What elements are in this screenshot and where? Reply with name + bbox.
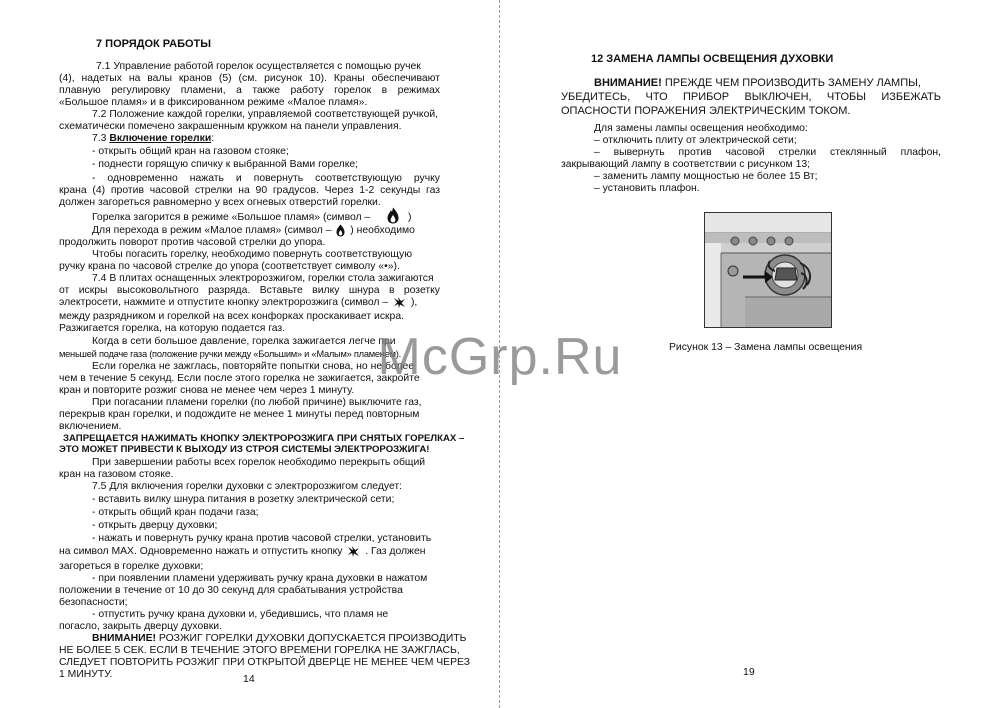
warning-line: ЭТО МОЖЕТ ПРИВЕСТИ К ВЫХОДУ ИЗ СТРОЯ СИСТЕМЫ ЭЛЕКТРОРОЗЖИГА!: [59, 444, 430, 455]
subsection-colon: :: [211, 133, 215, 144]
text-line: НЕ БОЛЕЕ 5 СЕК. ЕСЛИ В ТЕЧЕНИЕ ЭТОГО ВРЕМЕНИ ГОРЕЛКА НЕ ЗАЖГЛАСЬ,: [59, 645, 460, 656]
text-span: РОЗЖИГ ГОРЕЛКИ ДУХОВКИ ДОПУСКАЕТСЯ ПРОИЗВОДИТЬ: [156, 633, 467, 644]
text-span: . Газ должен: [365, 546, 426, 557]
text-line: кран и повторите розжиг снова не менее чем через 1 минуту.: [59, 385, 355, 396]
warning-line: УБЕДИТЕСЬ, ЧТО ПРИБОР ВЫКЛЮЧЕН, ЧТОБЫ ИЗБЕЖАТЬ: [561, 91, 941, 103]
list-item: - нажать и повернуть ручку крана против часовой стрелки, установить: [92, 533, 432, 544]
list-item: - вставить вилку шнура питания в розетку электрической сети;: [92, 494, 395, 505]
text-span: Для перехода в режим «Малое пламя» (символ –: [92, 225, 332, 236]
small-flame-icon: [336, 224, 345, 242]
text-line: крана (4) против часовой стрелки на 90 градусов. Через 1-2 секунды газ: [59, 185, 440, 196]
list-item: - открыть общий кран подачи газа;: [92, 507, 259, 518]
text-span: на символ МАХ. Одновременно нажать и отпустить кнопку: [59, 546, 343, 557]
text-line: продолжить поворот против часовой стрелки до упора.: [59, 237, 326, 248]
text-line: положении в течение от 10 до 30 секунд для срабатывания устройства: [59, 585, 403, 596]
list-item: – вывернуть против часовой стрелки стеклянный плафон,: [594, 147, 941, 158]
right-page: [502, 0, 1000, 708]
figure-caption: Рисунок 13 – Замена лампы освещения: [669, 342, 863, 353]
text-line: Разжигается горелка, на которую подается газ.: [59, 323, 286, 334]
text-line: между разрядником и горелкой на всех конфорках проскакивает искра.: [59, 311, 405, 322]
attention-line: [92, 633, 466, 645]
text-line: «Большое пламя» и в фиксированном режиме «Малое пламя».: [59, 97, 368, 108]
text-line: При завершении работы всех горелок необходимо перекрыть общий: [92, 457, 426, 468]
watermark: McGrp.Ru: [377, 328, 623, 386]
list-item: - открыть общий кран на газовом стояке;: [92, 146, 289, 157]
subsection-7-3-title: [92, 133, 214, 145]
text-line: 7.5 Для включения горелки духовки с электророзжигом следует:: [92, 481, 403, 492]
page-divider: [499, 0, 500, 708]
text-line: от искры высоковольтного разряда. Вставьте вилку шнура в розетку: [59, 285, 440, 296]
text-line: меньшей подаче газа (положение ручки между «Большим» и «Малым» пламенем).: [59, 349, 401, 359]
text-line: должен загореться равномерно у всех огневых отверстий горелки.: [59, 197, 381, 208]
text-line: Для замены лампы освещения необходимо:: [594, 123, 808, 134]
section-7-heading: 7 ПОРЯДОК РАБОТЫ: [96, 38, 212, 50]
list-item: - открыть дверцу духовки;: [92, 520, 218, 531]
text-line: плавную регулировку пламени, а также работу горелок в режимах: [59, 85, 440, 96]
text-span: Горелка загорится в режиме «Большое пламя» (символ –: [92, 212, 371, 223]
text-span: ПРЕЖДЕ ЧЕМ ПРОИЗВОДИТЬ ЗАМЕНУ ЛАМПЫ,: [661, 77, 921, 89]
text-line: 1 МИНУТУ.: [59, 669, 113, 680]
subsection-number: 7.3: [92, 133, 110, 144]
text-line: погасло, закрыть дверцу духовки.: [59, 621, 222, 632]
subsection-title: Включение горелки: [109, 133, 212, 144]
text-line: 7.4 В плитах оснащенных электророзжигом, горелки стола зажигаются: [92, 273, 434, 284]
text-line: кран на газовом стояке.: [59, 469, 174, 480]
text-span: электросети, нажмите и отпустите кнопку электророзжига (символ –: [59, 297, 389, 308]
text-line: перекрыв кран горелки, и подождите не менее 1 минуты перед повторным: [59, 409, 420, 420]
attention-label: ВНИМАНИЕ!: [594, 77, 662, 89]
text-line: Если горелка не зажглась, повторяйте попытки снова, но не более: [92, 361, 415, 372]
text-line: загореться в горелке духовки;: [59, 561, 204, 572]
text-span: ): [408, 212, 412, 223]
list-item: – установить плафон.: [594, 183, 700, 194]
list-item: – отключить плиту от электрической сети;: [594, 135, 797, 146]
warning-line: ЗАПРЕЩАЕТСЯ НАЖИМАТЬ КНОПКУ ЭЛЕКТРОРОЗЖИГА ПРИ СНЯТЫХ ГОРЕЛКАХ –: [63, 433, 465, 444]
text-line: 7.2 Положение каждой горелки, управляемой соответствующей ручкой,: [92, 109, 439, 120]
text-line: Чтобы погасить горелку, необходимо повернуть соответствующую: [92, 249, 412, 260]
list-item: - отпустить ручку крана духовки и, убедившись, что пламя не: [92, 609, 389, 620]
text-line: 7.1 Управление работой горелок осуществляется с помощью ручек: [96, 61, 421, 72]
text-line: включением.: [59, 421, 122, 432]
section-12-heading: 12 ЗАМЕНА ЛАМПЫ ОСВЕЩЕНИЯ ДУХОВКИ: [591, 53, 834, 65]
text-span: ),: [410, 297, 418, 308]
list-item: - одновременно нажать и повернуть соответствующую ручку: [92, 173, 440, 184]
text-line: (4), надетых на валы кранов (5) (см. рисунок 10). Краны обеспечивают: [59, 73, 440, 84]
list-item: – заменить лампу мощностью не более 15 Вт;: [594, 171, 818, 182]
list-item: - поднести горящую спичку к выбранной Вами горелке;: [92, 159, 359, 170]
left-page: [0, 0, 498, 708]
attention-line: [594, 77, 921, 90]
attention-label: ВНИМАНИЕ!: [92, 633, 156, 644]
text-line: закрывающий лампу в соответствии с рисунком 13;: [561, 159, 811, 170]
lamp-replacement-figure: [704, 212, 832, 328]
spark-icon: [347, 545, 360, 564]
text-line: СЛЕДУЕТ ПОВТОРИТЬ РОЗЖИГ ПРИ ОТКРЫТОЙ ДВЕРЦЕ НЕ МЕНЕЕ ЧЕМ ЧЕРЕЗ: [59, 657, 470, 668]
page-number: 14: [243, 673, 255, 685]
text-line: чем в течение 5 секунд. Если после этого горелка не зажигается, закройте: [59, 373, 420, 384]
text-line: При погасании пламени горелки (по любой причине) выключите газ,: [92, 397, 422, 408]
warning-line: ОПАСНОСТИ ПОРАЖЕНИЯ ЭЛЕКТРИЧЕСКИМ ТОКОМ.: [561, 105, 851, 117]
text-line: безопасности;: [59, 597, 128, 608]
text-line: схематически помечено закрашенным кружком на панели управления.: [59, 121, 402, 132]
text-line: Когда в сети большое давление, горелка зажигается легче при: [92, 336, 396, 347]
text-line: ручку крана по часовой стрелке до упора (соответствует символу «•»).: [59, 261, 400, 272]
list-item: - при появлении пламени удерживать ручку крана духовки в нажатом: [92, 573, 428, 584]
page-number: 19: [743, 666, 755, 678]
text-span: ) необходимо: [350, 225, 415, 236]
